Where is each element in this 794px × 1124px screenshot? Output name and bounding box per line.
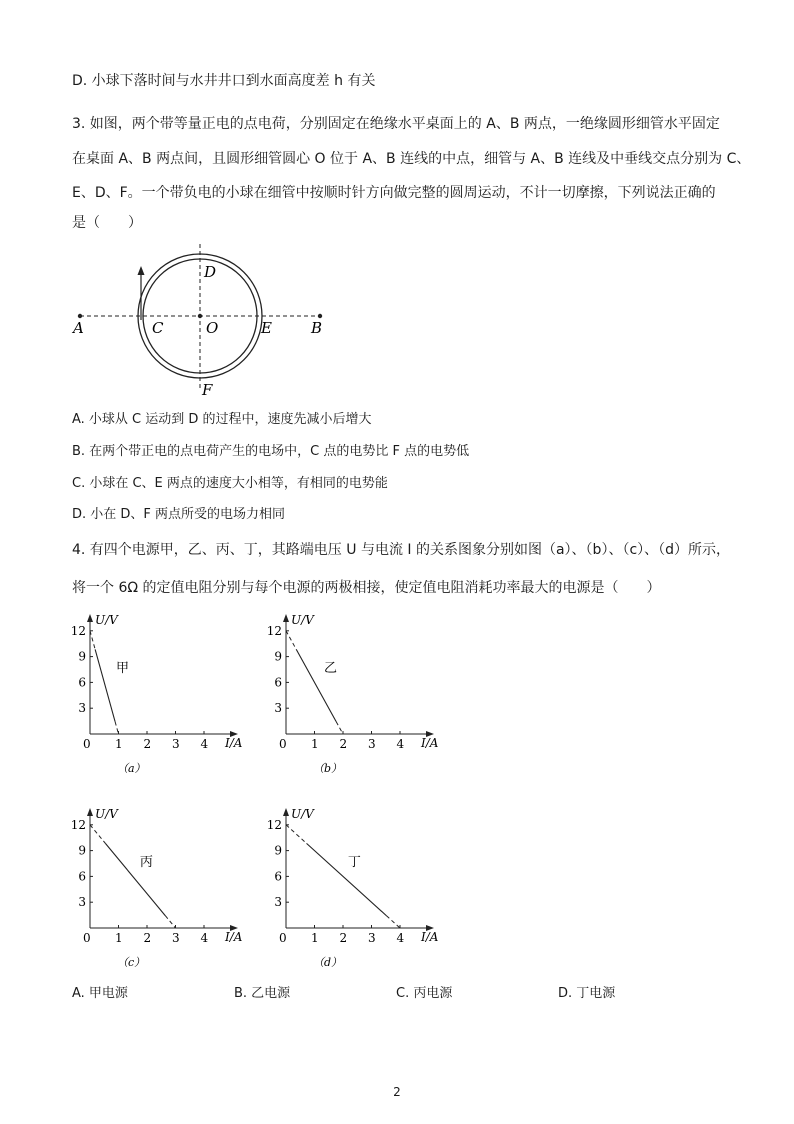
point-a xyxy=(78,314,82,318)
y-axis-arrow-icon xyxy=(283,808,289,816)
q4-option-b: B. 乙电源 xyxy=(234,986,291,1001)
series-line-dashed-end xyxy=(165,916,175,928)
x-tick-label: 4 xyxy=(200,931,209,945)
label-d: D xyxy=(204,263,217,281)
x-tick-label: 1 xyxy=(115,931,123,945)
x-tick-label: 2 xyxy=(143,737,152,751)
y-tick-label: 12 xyxy=(266,623,282,638)
q3-stem-line-3: E、D、F。一个带负电的小球在细管中按顺时针方向做完整的圆周运动，不计一切摩擦，下列说法正确的 xyxy=(72,185,716,201)
series-line-dashed-start xyxy=(90,825,105,844)
x-tick-label: 0 xyxy=(83,931,91,945)
graph-caption: （a） xyxy=(117,762,146,775)
label-b: B xyxy=(311,319,323,337)
graph-caption: （c） xyxy=(117,956,146,969)
q2-option-d: D. 小球下落时间与水井井口到水面高度差 h 有关 xyxy=(72,73,376,89)
x-tick-label: 2 xyxy=(143,931,152,945)
q3-stem-line-1: 3. 如图，两个带等量正电的点电荷，分别固定在绝缘水平桌面上的 A、B 两点，一绝缘圆形细管水平固定 xyxy=(72,116,720,132)
y-tick-label: 6 xyxy=(78,675,86,690)
y-tick-label: 9 xyxy=(78,649,86,664)
x-tick-label: 4 xyxy=(396,737,405,751)
y-axis-label: U/V xyxy=(291,613,314,627)
series-line xyxy=(105,843,165,915)
y-tick-label: 6 xyxy=(274,869,282,884)
q3-stem-line-2: 在桌面 A、B 两点间，且圆形细管圆心 O 位于 A、B 连线的中点，细管与 A、B 连线及中垂线交点分别为 C、 xyxy=(72,151,751,167)
x-axis-label: I/A xyxy=(225,736,243,750)
series-line-dashed-end xyxy=(336,722,343,734)
y-axis-arrow-icon xyxy=(283,614,289,622)
y-tick-label: 3 xyxy=(78,895,86,910)
series-label: 丙 xyxy=(139,855,153,871)
x-tick-label: 3 xyxy=(172,737,180,751)
label-o: O xyxy=(206,319,219,337)
x-tick-label: 1 xyxy=(311,931,319,945)
label-c: C xyxy=(152,319,164,337)
x-tick-label: 3 xyxy=(172,931,180,945)
q4-option-a: A. 甲电源 xyxy=(72,986,128,1001)
x-tick-label: 2 xyxy=(339,737,348,751)
series-line xyxy=(95,649,115,721)
label-f: F xyxy=(202,381,213,399)
x-tick-label: 0 xyxy=(279,931,287,945)
y-tick-label: 3 xyxy=(274,701,282,716)
series-label: 甲 xyxy=(115,661,129,677)
y-tick-label: 3 xyxy=(78,701,86,716)
x-tick-label: 3 xyxy=(368,737,376,751)
y-tick-label: 6 xyxy=(274,675,282,690)
x-tick-label: 0 xyxy=(279,737,287,751)
q4-stem-line-2: 将一个 6Ω 的定值电阻分别与每个电源的两极相接，使定值电阻消耗功率最大的电源是（ ） xyxy=(72,580,661,596)
series-label: 丁 xyxy=(347,855,361,871)
y-tick-label: 6 xyxy=(78,869,86,884)
y-tick-label: 9 xyxy=(78,843,86,858)
series-label: 乙 xyxy=(323,661,337,677)
label-a: A xyxy=(73,319,84,337)
x-tick-label: 4 xyxy=(396,931,405,945)
page-number: 2 xyxy=(393,1085,401,1099)
arrow-head-icon xyxy=(138,266,145,275)
y-tick-label: 12 xyxy=(70,623,86,638)
q3-option-b: B. 在两个带正电的点电荷产生的电场中，C 点的电势比 F 点的电势低 xyxy=(72,444,470,459)
y-tick-label: 9 xyxy=(274,843,282,858)
x-tick-label: 4 xyxy=(200,737,209,751)
x-tick-label: 2 xyxy=(339,931,348,945)
q4-option-c: C. 丙电源 xyxy=(396,986,453,1001)
x-tick-label: 1 xyxy=(311,737,319,751)
y-tick-label: 12 xyxy=(70,817,86,832)
q3-option-a: A. 小球从 C 运动到 D 的过程中，速度先减小后增大 xyxy=(72,412,372,427)
q4-stem-line-1: 4. 有四个电源甲，乙、丙、丁，其路端电压 U 与电流 I 的关系图象分别如图（a）、（b）、（c）、（d）所示， xyxy=(72,542,731,558)
graph-caption: （d） xyxy=(313,956,343,969)
series-line-dashed-end xyxy=(115,722,118,734)
label-e: E xyxy=(261,319,272,337)
q3-stem-line-4: 是（ ） xyxy=(72,215,142,231)
y-tick-label: 12 xyxy=(266,817,282,832)
y-axis-label: U/V xyxy=(95,613,118,627)
q3-option-c: C. 小球在 C、E 两点的速度大小相等，有相同的电势能 xyxy=(72,476,388,491)
x-tick-label: 1 xyxy=(115,737,123,751)
graph-caption: （b） xyxy=(313,762,343,775)
graph-b xyxy=(260,604,460,784)
y-tick-label: 9 xyxy=(274,649,282,664)
graph-a xyxy=(64,604,264,784)
y-axis-arrow-icon xyxy=(87,614,93,622)
y-axis-arrow-icon xyxy=(87,808,93,816)
y-tick-label: 3 xyxy=(274,895,282,910)
x-axis-label: I/A xyxy=(421,930,439,944)
q3-figure xyxy=(70,240,340,400)
x-axis-label: I/A xyxy=(421,736,439,750)
series-line-dashed-end xyxy=(386,916,400,928)
x-tick-label: 0 xyxy=(83,737,91,751)
point-b xyxy=(318,314,322,318)
x-axis-label: I/A xyxy=(225,930,243,944)
q4-option-d: D. 丁电源 xyxy=(558,986,616,1001)
y-axis-label: U/V xyxy=(95,807,118,821)
q3-option-d: D. 小在 D、F 两点所受的电场力相同 xyxy=(72,507,286,522)
graph-d xyxy=(260,798,460,978)
point-o xyxy=(198,314,202,318)
series-line-dashed-start xyxy=(90,631,95,650)
series-line-dashed-start xyxy=(286,631,296,650)
y-axis-label: U/V xyxy=(291,807,314,821)
series-line xyxy=(307,843,387,915)
x-tick-label: 3 xyxy=(368,931,376,945)
graph-c xyxy=(64,798,264,978)
series-line-dashed-start xyxy=(286,825,307,844)
